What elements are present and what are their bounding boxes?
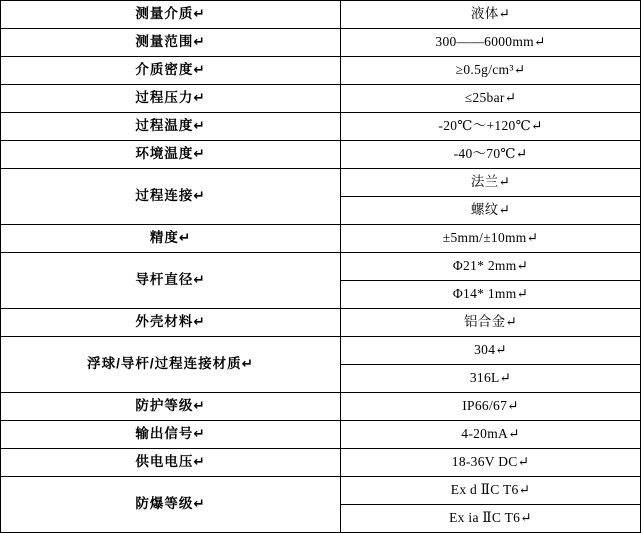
table-row (1, 29, 641, 57)
row-value-housing-material: 铝合金↵ (341, 309, 641, 337)
row-label-ambient-temperature: 环境温度↵ (1, 141, 341, 169)
row-value-material-304: 304↵ (341, 337, 641, 365)
row-value-measuring-medium: 液体↵ (341, 1, 641, 29)
row-label-measuring-medium: 测量介质↵ (1, 1, 341, 29)
row-value-ambient-temperature: -40～70℃↵ (341, 141, 641, 169)
row-value-process-connection-thread: 螺纹↵ (341, 197, 641, 225)
table-body (1, 1, 641, 533)
row-value-rod-diameter-21: Φ21* 2mm↵ (341, 253, 641, 281)
row-label-measuring-range: 测量范围↵ (1, 29, 341, 57)
row-label-process-connection: 过程连接↵ (1, 169, 341, 225)
table-row (1, 421, 641, 449)
row-value-measuring-range: 300——6000mm↵ (341, 29, 641, 57)
row-label-accuracy: 精度↵ (1, 225, 341, 253)
row-value-explosion-proof-exd: Ex d ⅡC T6↵ (341, 477, 641, 505)
table-row (1, 253, 641, 281)
row-value-process-temperature: -20℃～+120℃↵ (341, 113, 641, 141)
row-label-output-signal: 输出信号↵ (1, 421, 341, 449)
row-value-accuracy: ±5mm/±10mm↵ (341, 225, 641, 253)
row-value-process-connection-flange: 法兰↵ (341, 169, 641, 197)
row-label-supply-voltage: 供电电压↵ (1, 449, 341, 477)
row-label-process-pressure: 过程压力↵ (1, 85, 341, 113)
row-label-rod-diameter: 导杆直径↵ (1, 253, 341, 309)
row-value-protection-class: IP66/67↵ (341, 393, 641, 421)
row-label-housing-material: 外壳材料↵ (1, 309, 341, 337)
row-label-float-rod-connection-material: 浮球/导杆/过程连接材质↵ (1, 337, 341, 393)
row-value-process-pressure: ≤25bar↵ (341, 85, 641, 113)
row-label-protection-class: 防护等级↵ (1, 393, 341, 421)
row-value-output-signal: 4-20mA↵ (341, 421, 641, 449)
table-row (1, 113, 641, 141)
table-row (1, 309, 641, 337)
row-value-explosion-proof-exia: Ex ia ⅡC T6↵ (341, 505, 641, 533)
table-row (1, 477, 641, 505)
table-row (1, 169, 641, 197)
row-value-supply-voltage: 18-36V DC↵ (341, 449, 641, 477)
table-row (1, 225, 641, 253)
row-value-rod-diameter-14: Φ14* 1mm↵ (341, 281, 641, 309)
table-row (1, 1, 641, 29)
row-label-medium-density: 介质密度↵ (1, 57, 341, 85)
row-label-process-temperature: 过程温度↵ (1, 113, 341, 141)
row-label-explosion-proof-class: 防爆等级↵ (1, 477, 341, 533)
row-value-material-316l: 316L↵ (341, 365, 641, 393)
table-row (1, 393, 641, 421)
table-row (1, 449, 641, 477)
row-value-medium-density: ≥0.5g/cm³↵ (341, 57, 641, 85)
table-row (1, 57, 641, 85)
table-row (1, 141, 641, 169)
table-row (1, 85, 641, 113)
table-row (1, 337, 641, 365)
